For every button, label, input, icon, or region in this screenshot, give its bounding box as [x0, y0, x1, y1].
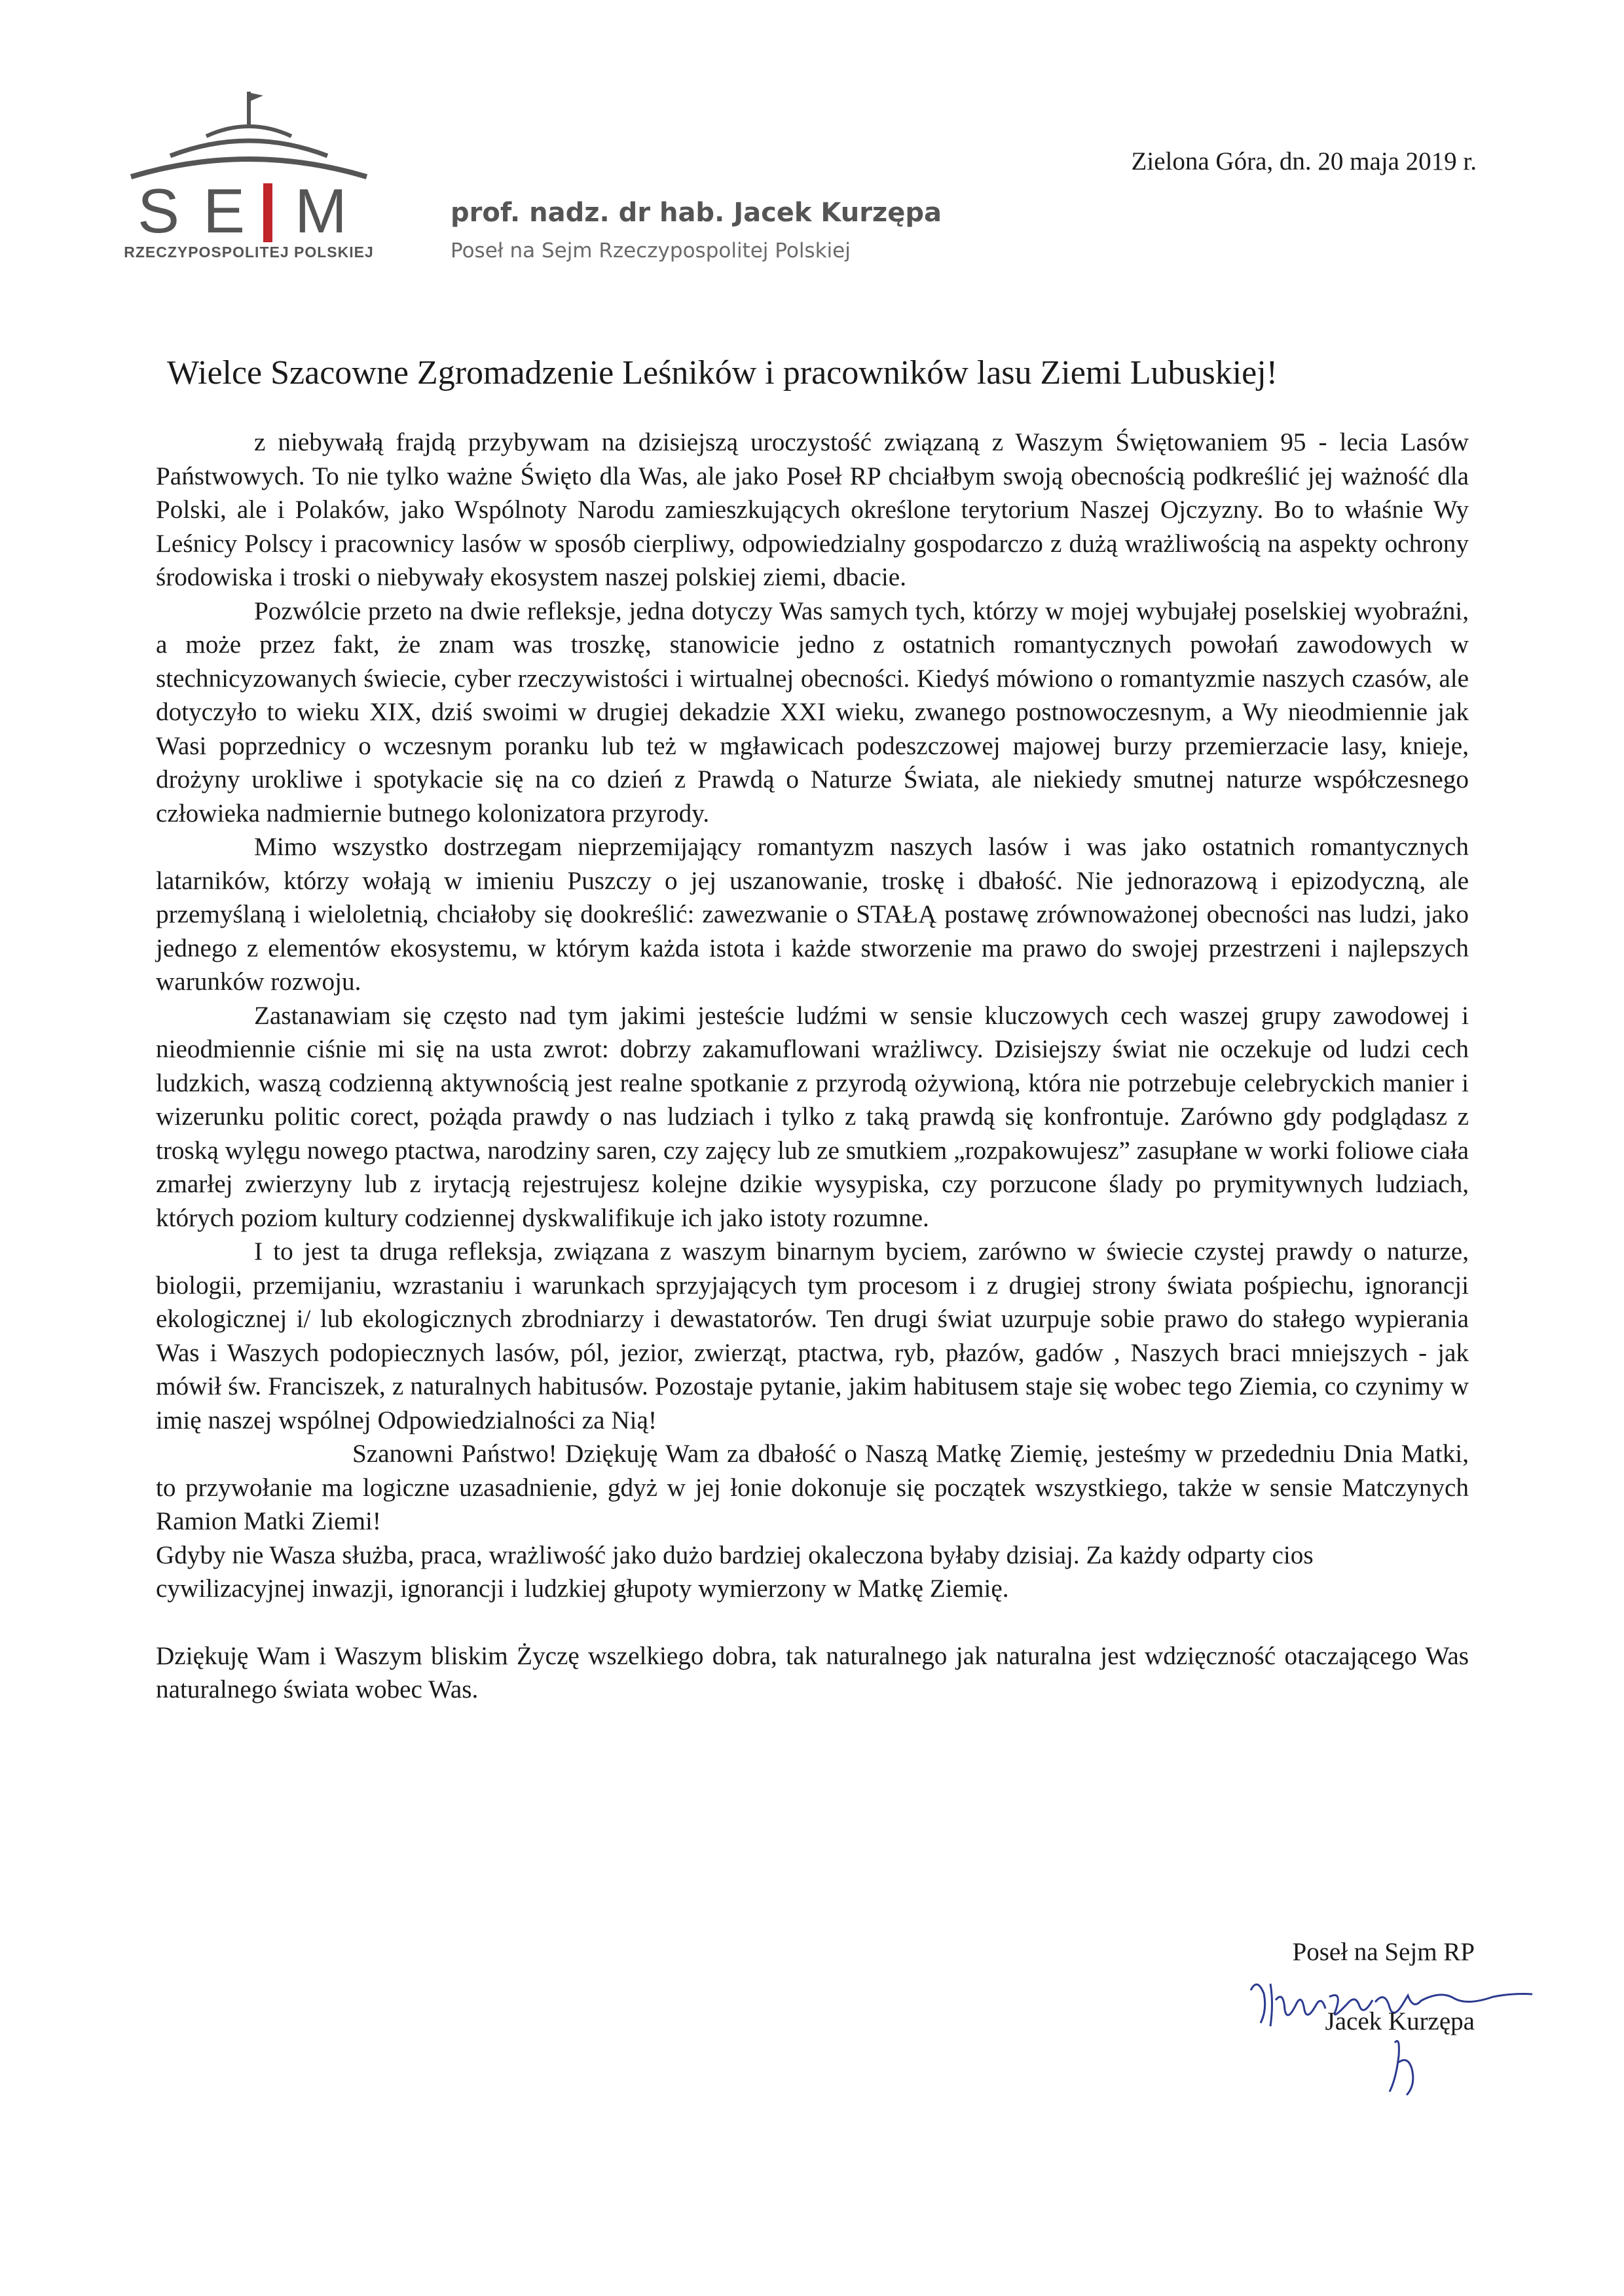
signature-block	[1200, 1934, 1475, 2040]
author-role: Poseł na Sejm Rzeczypospolitej Polskiej	[451, 239, 851, 263]
sejm-emblem-icon	[118, 79, 380, 242]
body-paragraph: z niebywałą frajdą przybywam na dzisiejszą uroczystość związaną z Waszym Świętowaniem 95 - lecia Lasów Państwowych. To nie tylko ważne Święto dla Was, ale jako Poseł RP chciałbym swoją obecnością podkreślić jej ważność dla Polski, ale i Polaków, jako Wspólnoty Narodu zamieszkujących określone terytorium Naszej Ojczyzny. Bo to właśnie Wy Leśnicy Polscy i pracownicy lasów w sposób cierpliwy, odpowiedzialny gospodarczo z dużą wrażliwością na aspekty ochrony środowiska i troski o niebywały ekosystem naszej polskiej ziemi, dbacie.	[156, 428, 1469, 591]
body-paragraph: I to jest ta druga refleksja, związana z waszym binarnym byciem, zarówno w świecie czystej prawdy o naturze, biologii, przemijaniu, wzrastaniu i warunkach sprzyjających tym procesom i z drugiej strony świata pośpiechu, ignorancji ekologicznej i/ lub ekologicznych zbrodniarzy i dewastatorów. Ten drugi świat uzurpuje sobie prawo do stałego wypierania Was i Waszych podopiecznych lasów, pól, jezior, zwierząt, ptactwa, ryb, płazów, gadów , Naszych braci mniejszych - jak mówił św. Franciszek, z naturalnych habitusów. Pozostaje pytanie, jakim habitusem staje się wobec tego Ziemia, co czynimy w imię naszej wspólnej Odpowiedzialności za Nią!	[156, 1237, 1469, 1434]
body-paragraph: Mimo wszystko dostrzegam nieprzemijający romantyzm naszych lasów i was jako ostatnich romantycznych latarników, którzy wołają w imieniu Puszczy o jej uszanowanie, troskę i dbałość. Nie jednorazową i epizodyczną, ale przemyślaną i wieloletnią, chciałoby się dookreślić: zawezwanie o STAŁĄ postawę zrównoważonej obecności nas ludzi, jako jednego z elementów ekosystemu, w którym każda istota i każde stworzenie ma prawo do swojej przestrzeni i najlepszych warunków rozwoju.	[156, 833, 1469, 996]
svg-text:M: M	[295, 176, 347, 242]
signature-name: Jacek Kurzępa	[1325, 2007, 1475, 2035]
signature-title: Poseł na Sejm RP	[1292, 1938, 1475, 1966]
salutation-heading: Wielce Szacowne Zgromadzenie Leśników i pracowników lasu Ziemi Lubuskiej!	[167, 354, 1278, 392]
closing-paragraph: Dziękuję Wam i Waszym bliskim Życzę wszelkiego dobra, tak naturalnego jak naturalna jest wdzięczność otaczającego Was naturalnego świata wobec Was.	[156, 1641, 1469, 1704]
letter-body	[156, 426, 1469, 1707]
sejm-logo	[118, 79, 380, 268]
body-paragraph: Pozwólcie przeto na dwie refleksje, jedna dotyczy Was samych tych, którzy w mojej wybujałej poselskiej wyobraźni, a może przez fakt, że znam was troszkę, stanowicie jedno z ostatnich romantycznych powołań zawodowych w stechnicyzowanych świecie, cyber rzeczywistości i wirtualnej obecności. Kiedyś mówiono o romantyzmie naszych czasów, ale dotyczyło to wieku XIX, dziś swoimi w drugiej dekadzie XXI wieku, zwanego postnowoczesnym, a Wy nieodmiennie jak Wasi poprzednicy o wczesnym poranku lub też w mgławicach podeszczowej majowej burzy przemierzacie lasy, knieje, drożyny urokliwe i spotykacie się na co dzień z Prawdą o Naturze Świata, ale niekiedy smutnej naturze współczesnego człowieka nadmiernie butnego kolonizatora przyrody.	[156, 596, 1469, 828]
author-name: prof. nadz. dr hab. Jacek Kurzępa	[451, 198, 942, 228]
body-paragraph: Zastanawiam się często nad tym jakimi jesteście ludźmi w sensie kluczowych cech waszej grupy zawodowej i nieodmiennie ciśnie mi się na usta zwrot: dobrzy zakamuflowani wrażliwcy. Dzisiejszy świat nie oczekuje od ludzi cech ludzkich, waszą codzienną aktywnością jest realne spotkanie z przyrodą ożywioną, która nie potrzebuje celebryckich manier i wizerunku politic corect, pożąda prawdy o nas ludziach i tylko z taką prawdą się konfrontuje. Zarówno gdy podglądasz z troską wylęgu nowego ptactwa, narodziny saren, czy zajęcy lub ze smutkiem „rozpakowujesz” zasupłane w worki foliowe ciała zmarłej zwierzyny lub z irytacją rejestrujesz kolejne dzikie wysypiska, czy porzucone ślady po prymitywnych ludziach, których poziom kultury codziennej dyskwalifikuje ich jako istoty rozumne.	[156, 1001, 1469, 1232]
svg-text:E: E	[203, 176, 246, 242]
body-paragraph: Gdyby nie Wasza służba, praca, wrażliwość jako dużo bardziej okaleczona byłaby dzisiaj. Za każdy odparty cios cywilizacyjnej inwazji, ignorancji i ludzkiej głupoty wymierzony w Matkę Ziemię.	[156, 1540, 1314, 1603]
date-line: Zielona Góra, dn. 20 maja 2019 r.	[1131, 147, 1477, 175]
svg-text:S: S	[138, 176, 183, 242]
logo-subtext: RZECZYPOSPOLITEJ POLSKIEJ	[124, 244, 374, 261]
author-block	[451, 193, 942, 269]
body-paragraph: Szanowni Państwo! Dziękuję Wam za dbałość o Naszą Matkę Ziemię, jesteśmy w przededniu Dnia Matki, to przywołanie ma logiczne uzasadnienie, gdyż w jej łonie dokonuje się początek wszystkiego, także w sensie Matczynych Ramion Matki Ziemi!	[156, 1440, 1469, 1535]
